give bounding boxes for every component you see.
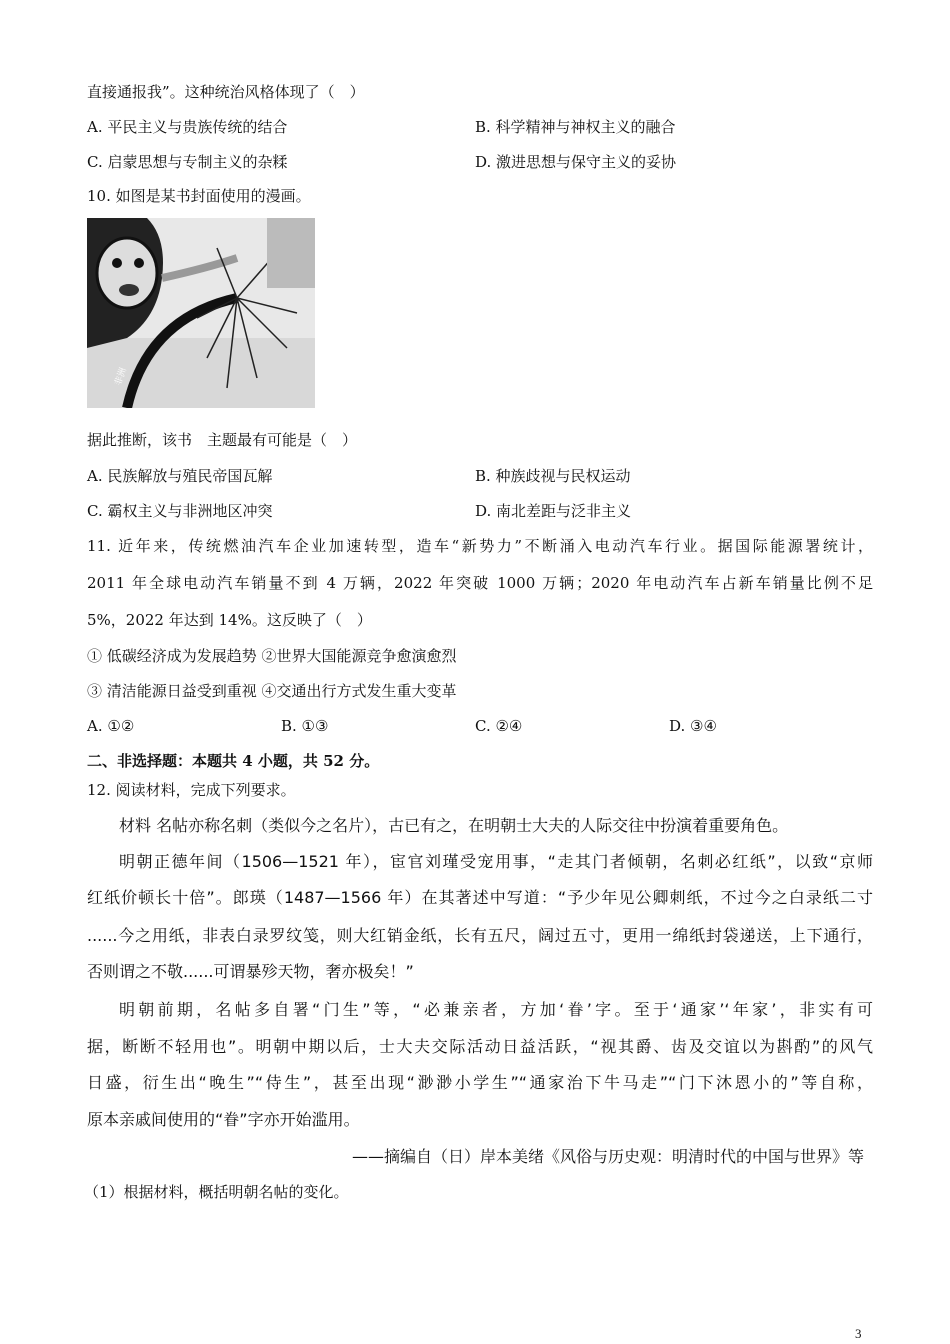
- q12-stem: 12. 阅读材料，完成下列要求。: [87, 781, 296, 799]
- material-line-5: 否则谓之不敬......可谓暴殄天物，奢亦极矣！”: [87, 962, 414, 981]
- q11-line-2: 2011 年全球电动汽车销量不到 4 万辆，2022 年突破 1000 万辆；2020 年电动汽车占新车销量比例不足: [87, 574, 873, 592]
- material-line-7: 据，断断不轻用也”。明朝中期以后，士大夫交际活动日益活跃，“视其爵、齿及交谊以为斟酌”的风气: [87, 1037, 873, 1056]
- q11-item-2: ③ 清洁能源日益受到重视 ④交通出行方式发生重大变革: [87, 682, 457, 700]
- material-line-1: 材料 名帖亦称名刺（类似今之名片），古已有之，在明朝士大夫的人际交往中扮演着重要角色。: [119, 816, 789, 835]
- q10-option-b: B. 种族歧视与民权运动: [475, 467, 631, 485]
- material-line-6: 明朝前期，名帖多自署“门生”等，“必兼亲者，方加‘眷’字。至于‘通家’‘年家’，非实有可: [119, 1000, 873, 1019]
- q9-option-c: C. 启蒙思想与专制主义的杂糅: [87, 153, 288, 171]
- material-line-4: ......今之用纸，非表白录罗纹笺，则大红销金纸，长有五尺，阔过五寸，更用一绵纸封袋递送，上下通行，: [87, 926, 873, 945]
- q9-option-d: D. 激进思想与保守主义的妥协: [475, 153, 677, 171]
- q9-tail: 直接通报我”。这种统治风格体现了（ ）: [87, 83, 365, 101]
- q10-option-d: D. 南北差距与泛非主义: [475, 502, 632, 520]
- q9-option-a: A. 平民主义与贵族传统的结合: [87, 118, 288, 136]
- q11-line-1: 11. 近年来，传统燃油汽车企业加速转型，造车“新势力”不断涌入电动汽车行业。据国际能源署统计，: [87, 537, 873, 555]
- q12-sub-question-1: （1）根据材料，概括明朝名帖的变化。: [84, 1183, 349, 1201]
- material-line-8: 日盛，衍生出“晚生”“侍生”，甚至出现“渺渺小学生”“通家治下牛马走”“门下沐恩小的”等自称，: [87, 1073, 873, 1092]
- material-line-2: 明朝正德年间（1506—1521 年），宦官刘瑾受宠用事，“走其门者倾朝，名刺必红纸”，以致“京师: [119, 852, 873, 871]
- q11-option-b: B. ①③: [281, 717, 329, 735]
- q11-line-3: 5%，2022 年达到 14%。这反映了（ ）: [87, 611, 372, 629]
- q11-option-d: D. ③④: [669, 717, 717, 735]
- material-source: ——摘编自（日）岸本美绪《风俗与历史观：明清时代的中国与世界》等: [351, 1147, 864, 1166]
- material-line-3: 红纸价顿长十倍”。郎瑛（1487—1566 年）在其著述中写道：“予少年见公卿刺纸，不过今之白录纸二寸: [87, 888, 873, 907]
- section-2-title: 二、非选择题：本题共 4 小题，共 52 分。: [87, 752, 380, 770]
- africa-label: 非洲: [112, 366, 129, 387]
- cartoon-image: [87, 218, 315, 408]
- q10-question: 据此推断，该书 主题最有可能是（ ）: [87, 431, 358, 449]
- q11-option-c: C. ②④: [475, 717, 523, 735]
- q9-option-b: B. 科学精神与神权主义的融合: [475, 118, 676, 136]
- q10-option-c: C. 霸权主义与非洲地区冲突: [87, 502, 273, 520]
- page-number: 3: [855, 1326, 862, 1341]
- q10-stem: 10. 如图是某书封面使用的漫画。: [87, 187, 311, 205]
- material-line-9: 原本亲戚间使用的“眷”字亦开始滥用。: [87, 1110, 360, 1129]
- q10-option-a: A. 民族解放与殖民帝国瓦解: [87, 467, 273, 485]
- q11-item-1: ① 低碳经济成为发展趋势 ②世界大国能源竞争愈演愈烈: [87, 647, 457, 665]
- q11-option-a: A. ①②: [87, 717, 135, 735]
